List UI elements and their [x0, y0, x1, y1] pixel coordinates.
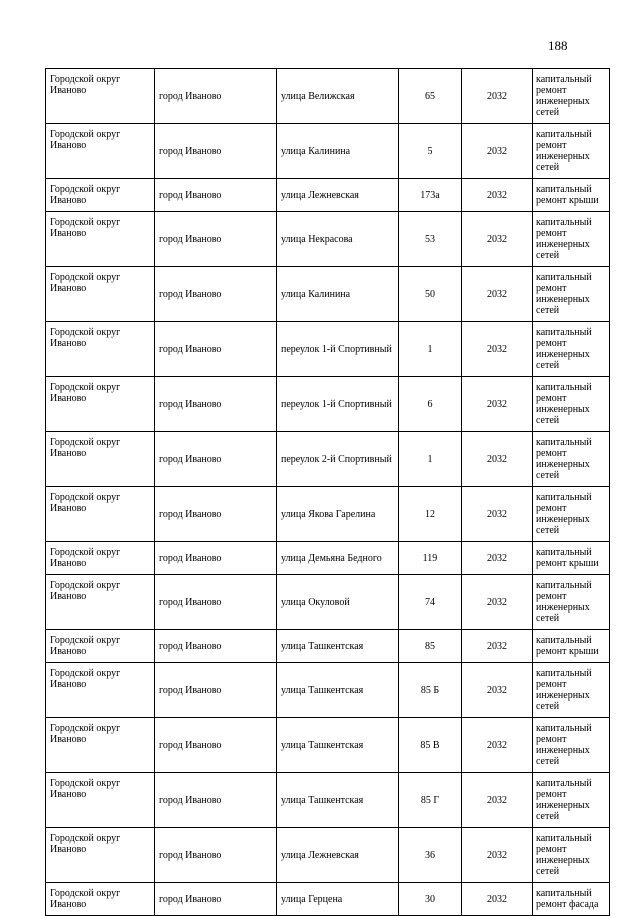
cell-work-type: капитальный ремонт инженерных сетей — [533, 718, 610, 773]
okrug-line-1: Городской округ — [50, 778, 121, 789]
cell-house-number: 36 — [399, 828, 462, 883]
cell-okrug — [46, 432, 155, 487]
cell-work-type: капитальный ремонт инженерных сетей — [533, 773, 610, 828]
okrug-line-1: Городской округ — [50, 129, 121, 140]
cell-year: 2032 — [462, 322, 533, 377]
table-row — [46, 212, 610, 267]
cell-city: город Иваново — [155, 179, 277, 212]
cell-work-type: капитальный ремонт инженерных сетей — [533, 487, 610, 542]
cell-house-number: 50 — [399, 267, 462, 322]
okrug-line-2: Иваново — [50, 558, 87, 569]
okrug-line-1: Городской округ — [50, 635, 121, 646]
cell-okrug — [46, 487, 155, 542]
cell-year: 2032 — [462, 69, 533, 124]
cell-okrug — [46, 322, 155, 377]
cell-work-type: капитальный ремонт инженерных сетей — [533, 212, 610, 267]
cell-work-type: капитальный ремонт инженерных сетей — [533, 267, 610, 322]
okrug-line-2: Иваново — [50, 195, 87, 206]
cell-city: город Иваново — [155, 432, 277, 487]
repair-schedule-table — [45, 68, 610, 916]
cell-year: 2032 — [462, 542, 533, 575]
okrug-line-1: Городской округ — [50, 217, 121, 228]
cell-okrug — [46, 663, 155, 718]
cell-year: 2032 — [462, 267, 533, 322]
cell-street: улица Калинина — [277, 124, 399, 179]
table-row — [46, 828, 610, 883]
table-row — [46, 124, 610, 179]
okrug-line-2: Иваново — [50, 448, 87, 459]
okrug-line-2: Иваново — [50, 503, 87, 514]
cell-street: улица Герцена — [277, 883, 399, 916]
cell-house-number: 1 — [399, 432, 462, 487]
cell-house-number: 12 — [399, 487, 462, 542]
cell-okrug — [46, 773, 155, 828]
cell-work-type: капитальный ремонт инженерных сетей — [533, 663, 610, 718]
cell-okrug — [46, 542, 155, 575]
okrug-line-2: Иваново — [50, 283, 87, 294]
cell-city: город Иваново — [155, 267, 277, 322]
okrug-line-2: Иваново — [50, 393, 87, 404]
okrug-line-1: Городской округ — [50, 272, 121, 283]
cell-city: город Иваново — [155, 377, 277, 432]
okrug-line-2: Иваново — [50, 646, 87, 657]
cell-house-number: 173а — [399, 179, 462, 212]
cell-work-type: капитальный ремонт фасада — [533, 883, 610, 916]
cell-city: город Иваново — [155, 124, 277, 179]
okrug-line-1: Городской округ — [50, 888, 121, 899]
cell-city: город Иваново — [155, 575, 277, 630]
cell-okrug — [46, 883, 155, 916]
cell-okrug — [46, 179, 155, 212]
cell-house-number: 85 В — [399, 718, 462, 773]
cell-okrug — [46, 575, 155, 630]
cell-street: улица Лежневская — [277, 179, 399, 212]
okrug-line-2: Иваново — [50, 789, 87, 800]
okrug-line-1: Городской округ — [50, 833, 121, 844]
table-row — [46, 487, 610, 542]
table-row — [46, 322, 610, 377]
table-row — [46, 377, 610, 432]
cell-year: 2032 — [462, 179, 533, 212]
okrug-line-1: Городской округ — [50, 723, 121, 734]
okrug-line-1: Городской округ — [50, 580, 121, 591]
cell-okrug — [46, 718, 155, 773]
table-row — [46, 267, 610, 322]
okrug-line-1: Городской округ — [50, 437, 121, 448]
okrug-line-2: Иваново — [50, 140, 87, 151]
okrug-line-2: Иваново — [50, 844, 87, 855]
table-row — [46, 630, 610, 663]
cell-street: улица Ташкентская — [277, 630, 399, 663]
cell-year: 2032 — [462, 124, 533, 179]
table-row — [46, 179, 610, 212]
cell-work-type: капитальный ремонт инженерных сетей — [533, 432, 610, 487]
cell-street: улица Лежневская — [277, 828, 399, 883]
cell-year: 2032 — [462, 432, 533, 487]
cell-city: город Иваново — [155, 322, 277, 377]
cell-okrug — [46, 377, 155, 432]
cell-city: город Иваново — [155, 883, 277, 916]
cell-house-number: 85 Г — [399, 773, 462, 828]
cell-year: 2032 — [462, 212, 533, 267]
cell-street: переулок 1-й Спортивный — [277, 322, 399, 377]
cell-street: переулок 2-й Спортивный — [277, 432, 399, 487]
cell-okrug — [46, 630, 155, 663]
okrug-line-1: Городской округ — [50, 74, 121, 85]
cell-work-type: капитальный ремонт инженерных сетей — [533, 124, 610, 179]
cell-work-type: капитальный ремонт инженерных сетей — [533, 69, 610, 124]
cell-house-number: 1 — [399, 322, 462, 377]
cell-work-type: капитальный ремонт инженерных сетей — [533, 575, 610, 630]
table-row — [46, 773, 610, 828]
cell-house-number: 65 — [399, 69, 462, 124]
table-row — [46, 575, 610, 630]
cell-year: 2032 — [462, 575, 533, 630]
okrug-line-2: Иваново — [50, 338, 87, 349]
cell-work-type: капитальный ремонт инженерных сетей — [533, 322, 610, 377]
table-row — [46, 663, 610, 718]
cell-year: 2032 — [462, 377, 533, 432]
okrug-line-2: Иваново — [50, 734, 87, 745]
cell-street: улица Велижская — [277, 69, 399, 124]
cell-street: улица Ташкентская — [277, 773, 399, 828]
table-row — [46, 432, 610, 487]
cell-street: улица Ташкентская — [277, 718, 399, 773]
okrug-line-1: Городской округ — [50, 184, 121, 195]
cell-work-type: капитальный ремонт инженерных сетей — [533, 828, 610, 883]
cell-house-number: 5 — [399, 124, 462, 179]
cell-okrug — [46, 267, 155, 322]
cell-city: город Иваново — [155, 212, 277, 267]
cell-okrug — [46, 828, 155, 883]
cell-house-number: 119 — [399, 542, 462, 575]
cell-okrug — [46, 69, 155, 124]
cell-street: улица Ташкентская — [277, 663, 399, 718]
cell-street: улица Калинина — [277, 267, 399, 322]
okrug-line-2: Иваново — [50, 679, 87, 690]
table-row — [46, 718, 610, 773]
cell-year: 2032 — [462, 773, 533, 828]
cell-city: город Иваново — [155, 487, 277, 542]
cell-city: город Иваново — [155, 663, 277, 718]
cell-city: город Иваново — [155, 773, 277, 828]
cell-work-type: капитальный ремонт крыши — [533, 542, 610, 575]
okrug-line-1: Городской округ — [50, 492, 121, 503]
cell-street: улица Якова Гарелина — [277, 487, 399, 542]
okrug-line-2: Иваново — [50, 591, 87, 602]
cell-street: улица Окуловой — [277, 575, 399, 630]
cell-work-type: капитальный ремонт крыши — [533, 630, 610, 663]
cell-okrug — [46, 124, 155, 179]
cell-city: город Иваново — [155, 630, 277, 663]
cell-year: 2032 — [462, 663, 533, 718]
cell-street: переулок 1-й Спортивный — [277, 377, 399, 432]
cell-year: 2032 — [462, 883, 533, 916]
cell-year: 2032 — [462, 828, 533, 883]
cell-city: город Иваново — [155, 69, 277, 124]
table-row — [46, 542, 610, 575]
cell-city: город Иваново — [155, 542, 277, 575]
table-row — [46, 69, 610, 124]
cell-city: город Иваново — [155, 828, 277, 883]
okrug-line-1: Городской округ — [50, 327, 121, 338]
cell-house-number: 53 — [399, 212, 462, 267]
okrug-line-1: Городской округ — [50, 382, 121, 393]
cell-city: город Иваново — [155, 718, 277, 773]
okrug-line-1: Городской округ — [50, 668, 121, 679]
okrug-line-2: Иваново — [50, 899, 87, 910]
cell-street: улица Демьяна Бедного — [277, 542, 399, 575]
okrug-line-2: Иваново — [50, 228, 87, 239]
cell-okrug — [46, 212, 155, 267]
cell-house-number: 30 — [399, 883, 462, 916]
cell-year: 2032 — [462, 487, 533, 542]
okrug-line-2: Иваново — [50, 85, 87, 96]
okrug-line-1: Городской округ — [50, 547, 121, 558]
cell-year: 2032 — [462, 630, 533, 663]
cell-year: 2032 — [462, 718, 533, 773]
table-row — [46, 883, 610, 916]
cell-house-number: 85 — [399, 630, 462, 663]
page-number: 188 — [548, 38, 568, 53]
cell-work-type: капитальный ремонт инженерных сетей — [533, 377, 610, 432]
cell-house-number: 6 — [399, 377, 462, 432]
cell-house-number: 85 Б — [399, 663, 462, 718]
cell-work-type: капитальный ремонт крыши — [533, 179, 610, 212]
table-body — [46, 69, 610, 916]
cell-street: улица Некрасова — [277, 212, 399, 267]
cell-house-number: 74 — [399, 575, 462, 630]
